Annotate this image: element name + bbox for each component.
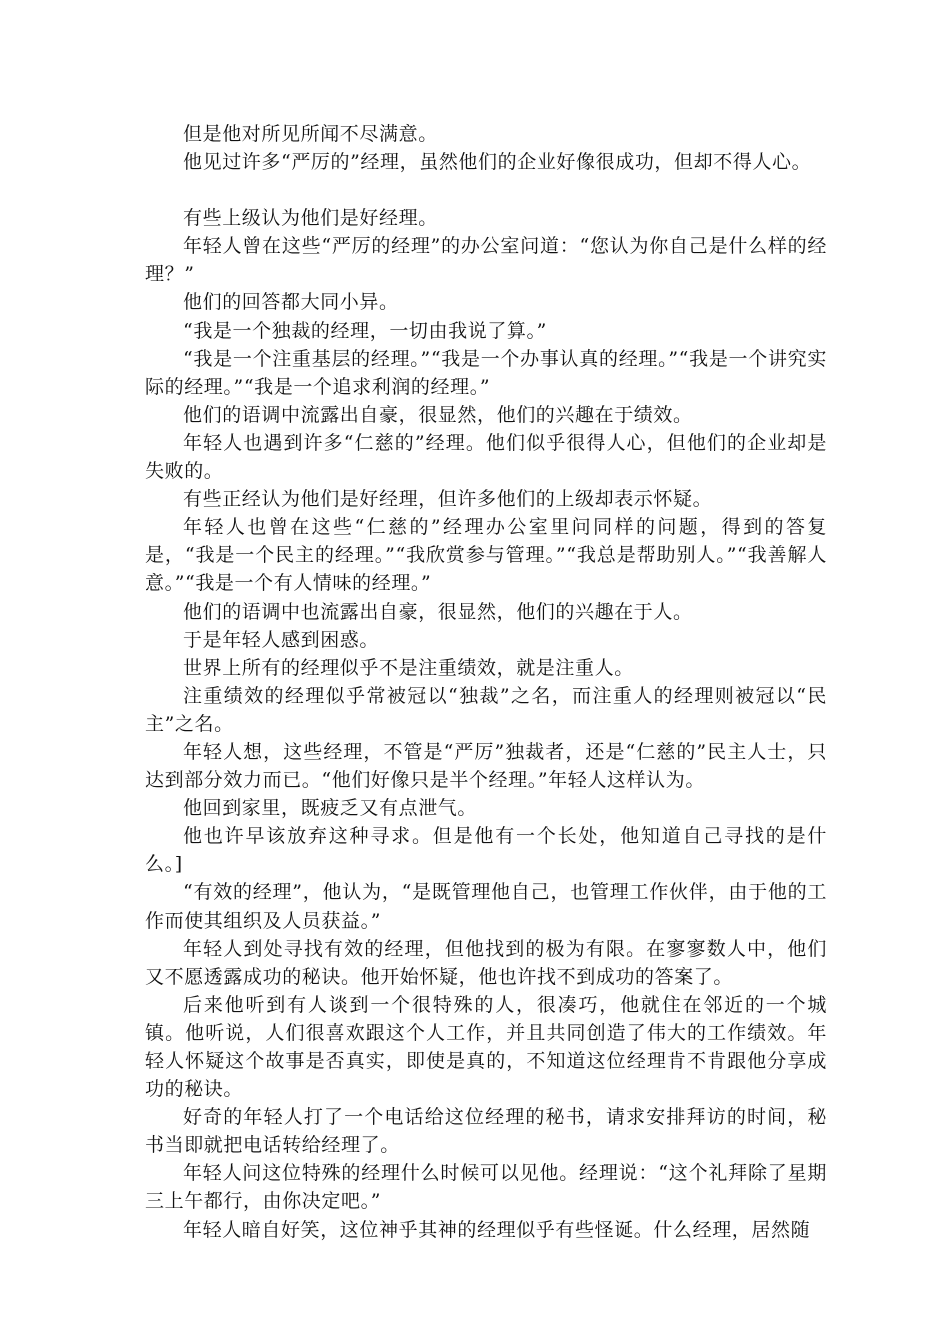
paragraph: 后来他听到有人谈到一个很特殊的人，很凑巧，他就住在邻近的一个城镇。他听说，人们很喜欢跟这个人工作，并且共同创造了伟大的工作绩效。年轻人怀疑这个故事是否真实，即使是真的，不知道这位经理肯不肯跟他分享成功的秘诀。 [145, 993, 827, 1101]
paragraph: 年轻人也遇到许多“仁慈的”经理。他们似乎很得人心，但他们的企业却是失败的。 [145, 431, 827, 483]
paragraph: 年轻人想，这些经理，不管是“严厉”独裁者，还是“仁慈的”民主人士，只达到部分效力而已。“他们好像只是半个经理。”年轻人这样认为。 [145, 740, 827, 792]
paragraph: 注重绩效的经理似乎常被冠以“独裁”之名，而注重人的经理则被冠以“民主”之名。 [145, 684, 827, 735]
paragraph: 他也许早该放弃这种寻求。但是他有一个长处，他知道自己寻找的是什么。] [145, 825, 827, 876]
paragraph: 他们的语调中也流露出自豪，很显然，他们的兴趣在于人。 [183, 600, 693, 623]
paragraph: 有些上级认为他们是好经理。 [183, 207, 438, 230]
paragraph: 年轻人问这位特殊的经理什么时候可以见他。经理说：“这个礼拜除了星期三上午都行，由你决定吧。” [145, 1162, 827, 1213]
body-text [145, 120, 827, 1244]
paragraph: 他回到家里，既疲乏又有点泄气。 [183, 797, 478, 820]
paragraph: “有效的经理”，他认为，“是既管理他自己，也管理工作伙伴，由于他的工作而使其组织及人员获益。” [145, 881, 827, 932]
paragraph: 但是他对所见所闻不尽满意。 [183, 123, 438, 145]
paragraph: 年轻人也曾在这些“仁慈的”经理办公室里问同样的问题，得到的答复是，“我是一个民主的经理。”“我欣赏参与管理。”“我总是帮助别人。”“我善解人意。”“我是一个有人情味的经理。” [145, 516, 827, 595]
paragraph: 他们的回答都大同小异。 [183, 291, 399, 314]
paragraph: 好奇的年轻人打了一个电话给这位经理的秘书，请求安排拜访的时间，秘书当即就把电话转给经理了。 [145, 1106, 827, 1157]
paragraph: 于是年轻人感到困惑。 [183, 628, 380, 651]
paragraph: 有些正经认为他们是好经理，但许多他们的上级却表示怀疑。 [183, 488, 713, 511]
paragraph: “我是一个独裁的经理，一切由我说了算。” [183, 319, 547, 342]
paragraph: 年轻人曾在这些“严厉的经理”的办公室问道：“您认为你自己是什么样的经理？” [145, 235, 827, 286]
paragraph: 世界上所有的经理似乎不是注重绩效，就是注重人。 [183, 656, 634, 679]
paragraph: “我是一个注重基层的经理。”“我是一个办事认真的经理。”“我是一个讲究实际的经理。”“我是一个追求利润的经理。” [145, 347, 827, 398]
paragraph: 他见过许多“严厉的”经理，虽然他们的企业好像很成功，但却不得人心。 [183, 151, 812, 174]
paragraph: 他们的语调中流露出自豪，很显然，他们的兴趣在于绩效。 [183, 403, 693, 426]
paragraph: 年轻人到处寻找有效的经理，但他找到的极为有限。在寥寥数人中，他们又不愿透露成功的秘诀。他开始怀疑，他也许找不到成功的答案了。 [145, 937, 827, 988]
paragraph: 年轻人暗自好笑，这位神乎其神的经理似乎有些怪诞。什么经理，居然随 [183, 1218, 811, 1241]
